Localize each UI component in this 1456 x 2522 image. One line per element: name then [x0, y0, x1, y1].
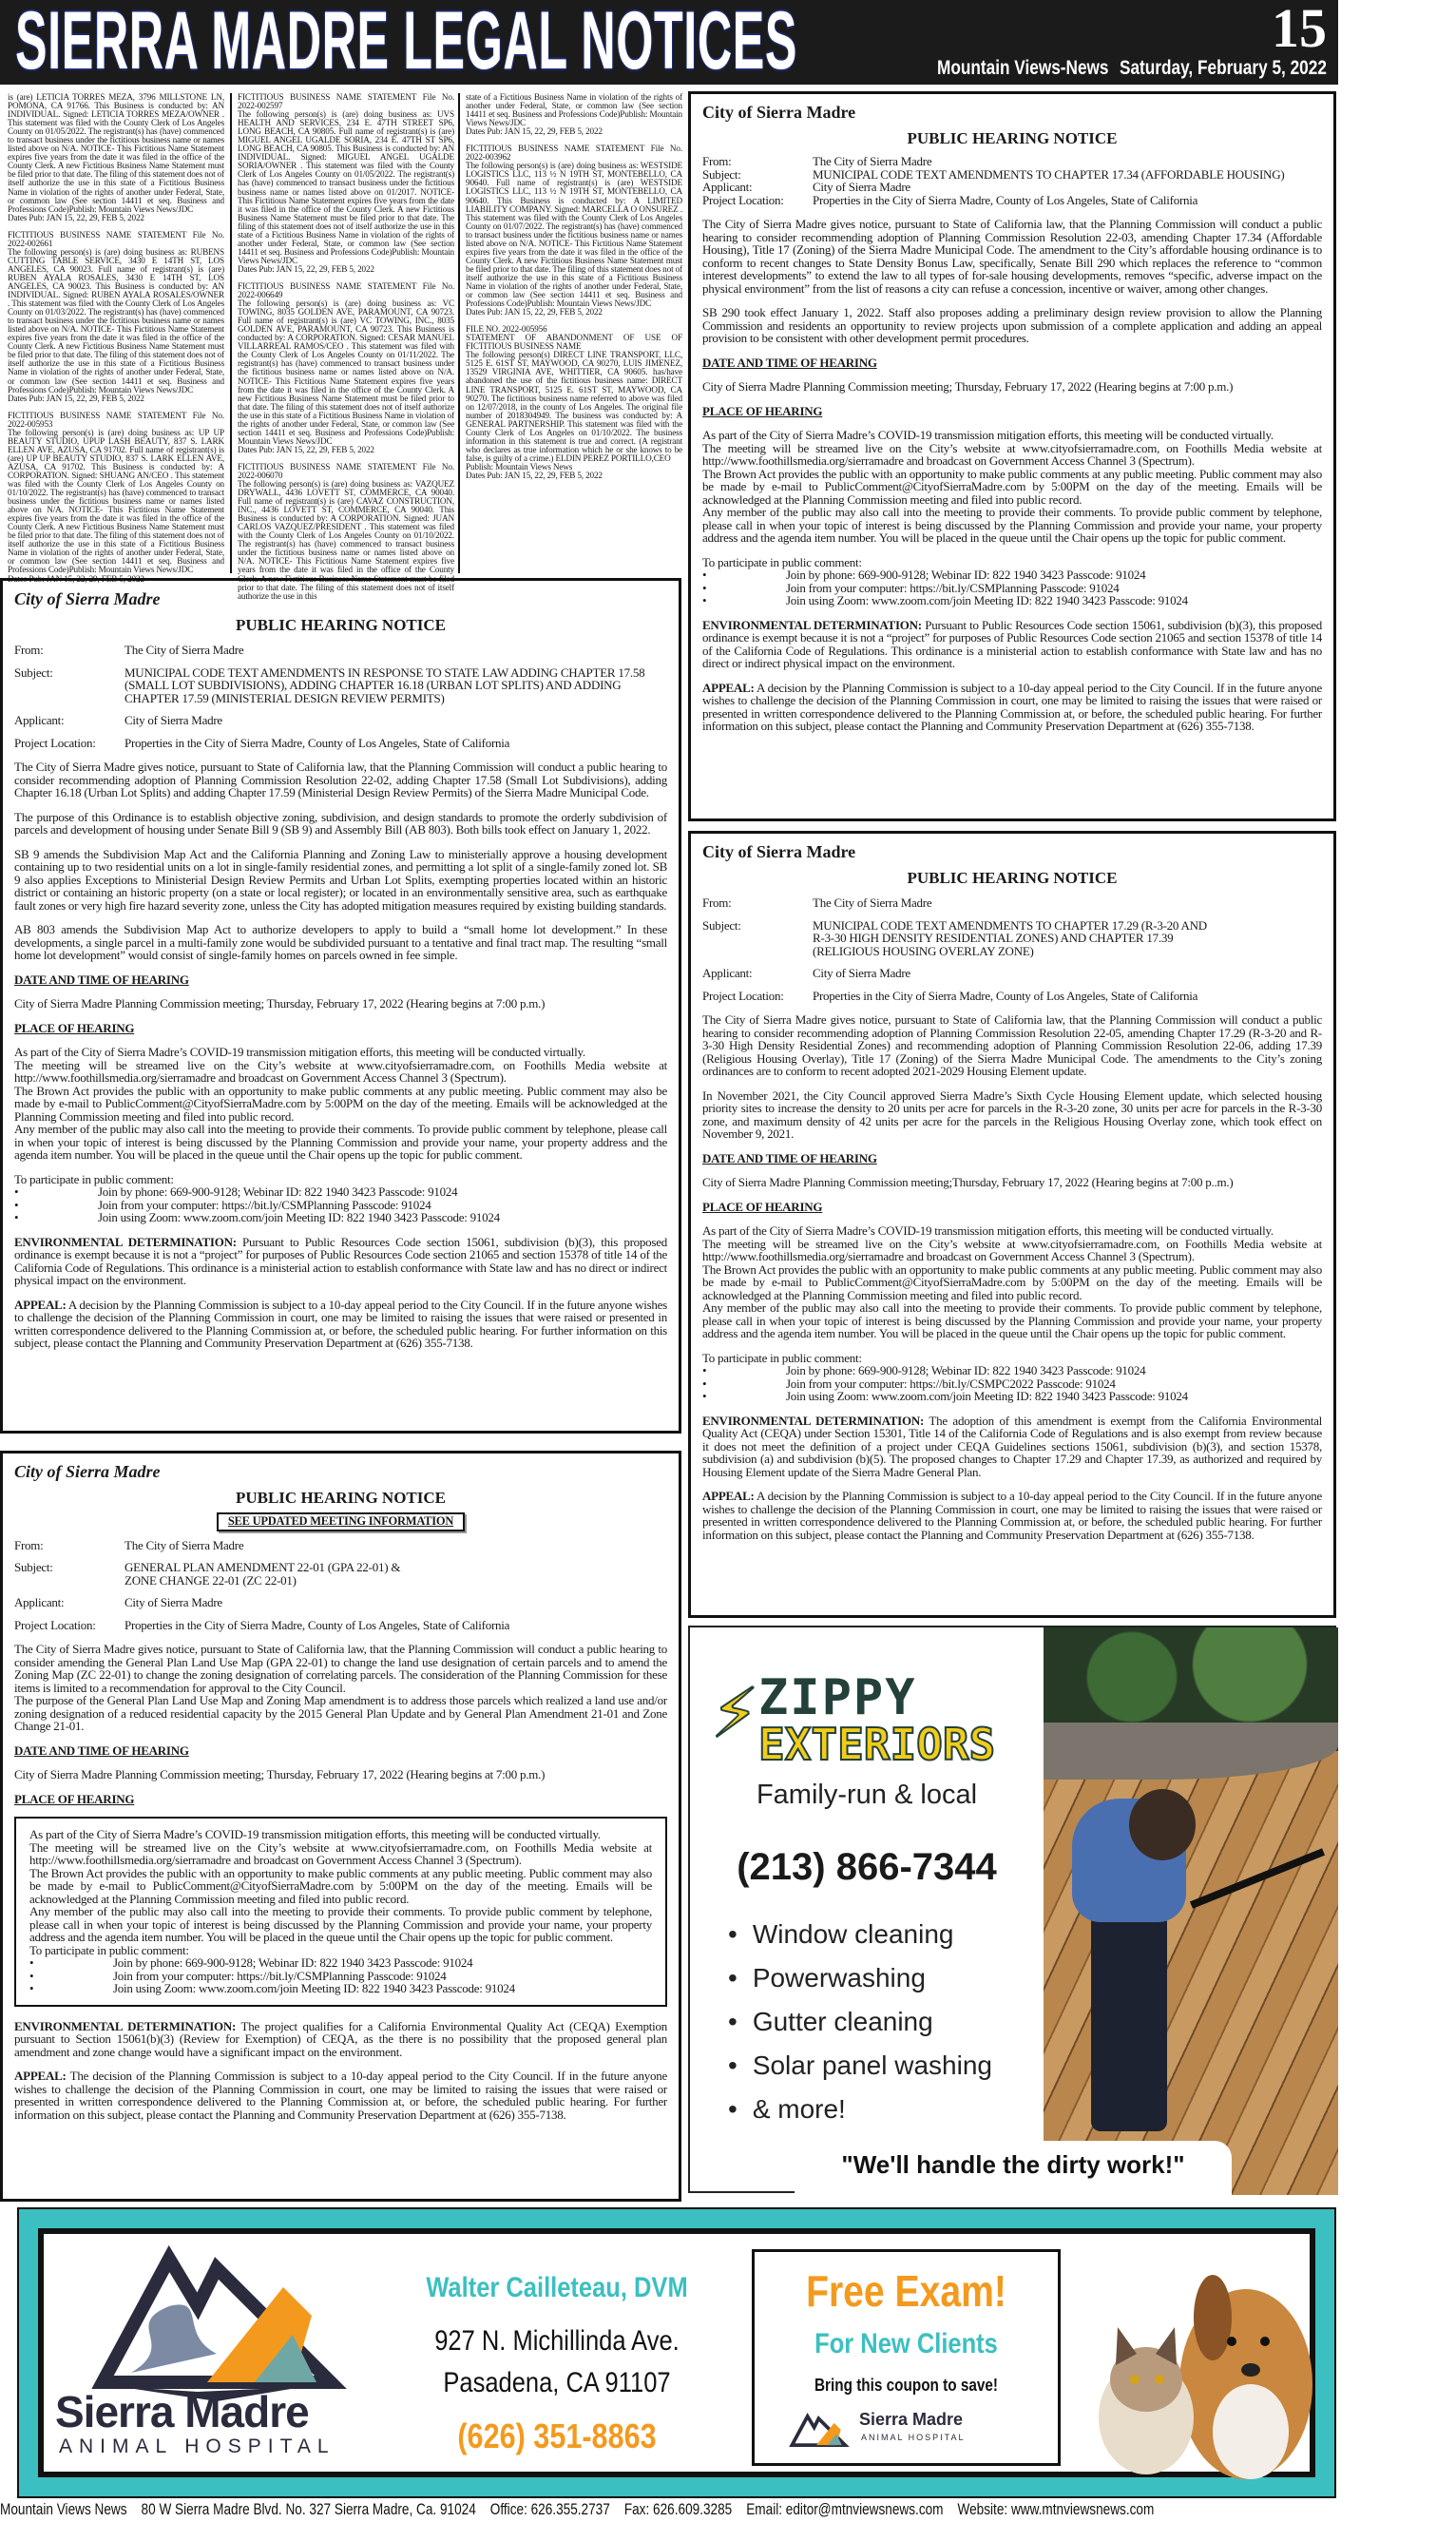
- bullet-icon: •: [702, 1389, 707, 1403]
- fbn-statement: [8, 412, 224, 584]
- list-item: [29, 1956, 652, 1970]
- list-item-text: Join using Zoom: www.zoom.com/join Meeting ID: 822 1940 3423 Passcode: 91024: [786, 593, 1188, 607]
- animal-hospital-logo-icon: [65, 2249, 350, 2392]
- bullet-icon: •: [702, 1363, 707, 1377]
- notice-fields: [702, 155, 1322, 206]
- address-line-2: Pasadena, CA 91107: [443, 2367, 671, 2398]
- fbn-statement: [238, 282, 454, 454]
- section-heading: PLACE OF HEARING: [702, 1199, 823, 1214]
- hospital-phone: (626) 351-8863: [457, 2416, 657, 2455]
- mini-logo-icon: [783, 2404, 850, 2457]
- updated-info-label: SEE UPDATED MEETING INFORMATION: [217, 1512, 465, 1531]
- fbn-body: state of a Fictitious Business Name in violation of the rights of another under Federal, State, or common law (See section 14411 et seq. Business and Professions Code)Publish: Mountain Views News/JDC: [466, 92, 682, 128]
- coupon-text: Bring this coupon to save!: [814, 2376, 998, 2395]
- section-heading: DATE AND TIME OF HEARING: [702, 355, 877, 370]
- fbn-body: The following person(s) DIRECT LINE TRANSPORT, LLC, 5125 E. 61ST ST, MAYWOOD, CA 90270, LUIS JIMENEZ, 13529 VIRGINIA AVE, WHITTIER, CA 90605. has/have abandoned the use of the fictitious business name: DIRECT LINE TRANSPORT, 5125 E. 61ST ST, MAYWOOD, CA 90270. The fictitious business name referred to above was filed on 12/07/2018, in the county of Los Angeles. The original file number of 2018304949. The business was conducted by: A GENERAL PARTNERSHIP. This statement was filed with the County Clerk of Los Angeles on 01/10/2022. The business information in this statement is true and correct. (A registrant who declares as true information which he or she knows to be false, is guilty of a crime.) ELDIN PEREZ PORTILLO,CEO Publish: Mountain Views News: [466, 350, 682, 472]
- fbn-heading: FILE NO. 2022-005956 STATEMENT OF ABANDONMENT OF USE OF FICTITIOUS BUSINESS NAME: [466, 324, 682, 352]
- field-value: Properties in the City of Sierra Madre, County of Los Angeles, State of California: [125, 735, 510, 750]
- powerwashing-photo: [1044, 1627, 1338, 2195]
- field-value: Properties in the City of Sierra Madre, County of Los Angeles, State of California: [125, 1617, 510, 1632]
- coupon-box: [752, 2249, 1061, 2466]
- masthead: [0, 0, 1338, 85]
- dog-and-cat-photo: [1080, 2251, 1317, 2474]
- notice-paragraph: The City of Sierra Madre gives notice, pursuant to State of California law, that the Planning Commission will conduct a public hearing to consider amending the General Plan Land Use Map (GPA 22-01) to change the land use designation of certain parcels and to amend the Zoning Map (ZC 22-01) to change the zoning designation of correlating parcels. The consideration of the Planning Commission for these items is limited to a recommendation for approval to the City Council. The purpose of the General Plan Land Use Map and Zoning Map amendment is to address those parcels which realized a land use and/or zoning designation of a reduced residential capacity by the 2015 General Plan Update and by General Plan Amendment 21-01 and Zone Change 21-01.: [14, 1642, 667, 1733]
- field-label: Subject:: [702, 166, 741, 182]
- hospital-subname: ANIMAL HOSPITAL: [59, 2435, 335, 2457]
- offer-title: Free Exam!: [806, 2266, 1006, 2316]
- field-value: City of Sierra Madre: [813, 180, 910, 194]
- field-label: Project Location:: [14, 735, 96, 750]
- service-item: • Gutter cleaning: [728, 2000, 992, 2044]
- lead-label: ENVIRONMENTAL DETERMINATION:: [702, 1413, 925, 1428]
- list-intro: To participate in public comment:: [702, 1350, 862, 1365]
- doctor-name: Walter Cailleteau, DVM: [426, 2272, 688, 2303]
- participation-list: [14, 1173, 667, 1224]
- fbn-body: The following person(s) is (are) doing business as: VAZQUEZ DRYWALL, 4436 LOVETT ST, COMMERCE, CA 90040. Full name of registrant(s) is (are) CAVAZ CONSTRUCTION, INC., 4436 LOVETT ST, COMMERCE, CA 90040. This Business is conducted by: A CORPORATION. Signed: JUAN CARLOS VAZQUEZ/PRESIDENT . This statement was filed with the County Clerk of Los Angeles County on 01/10/2022. The registrant(s) has (have) commenced to transact business under the fictitious business name or names listed above on N/A. NOTICE- This Fictitious Name Statement expires five years from the date it was filed in the office of the County Clerk. A new Fictitious Business Name Statement must be filed prior to that date. The filing of this statement does not of itself authorize the use in this: [238, 479, 454, 601]
- notice-lead-paragraph: [14, 1236, 667, 1287]
- fbn-body: is (are) LETICIA TORRES MEZA, 3796 MILLSTONE LN, POMONA, CA 91766. This Business is conducted by: AN INDIVIDUAL. Signed: LETICIA TORRES MEZA/OWNER . This statement was filed with the County Clerk of Los Angeles County on 01/05/2022. The registrant(s) has (have) commenced to transact business under the fictitious business name or names listed above on N/A. NOTICE- This Fictitious Name Statement expires five years from the date it was filed in the office of the County Clerk. A new Fictitious Business Name Statement must be filed prior to that date. The filing of this statement does not of itself authorize the use in this state of a Fictitious Business Name in violation of the rights of another under Federal, State, or common law (See section 14411 et seq. Business and Professions Code)Publish: Mountain Views News/JDC: [8, 92, 224, 214]
- public-hearing-notice-sb9: [0, 578, 681, 1434]
- lead-text: A decision by the Planning Commission is subject to a 10-day appeal period to the City Council. If in the future anyone wishes to challenge the decision of the Planning Commission in court, one may be limited to raising the issues that were raised or presented in written correspondence delivered to the Planning Commission at, or before, the scheduled public hearing. For further information on this subject, please contact the Planning and Community Preservation Department at (626) 355-7138.: [702, 680, 1322, 733]
- zippy-logo-line1: ZIPPY: [758, 1669, 917, 1726]
- lead-text: The adoption of this amendment is exempt from the California Environmental Quality Act (CEQA) under Section 15301, Title 14 of the California Code of Regulations and is also exempt from review because it does not meet the definition of a project under CEQA Guidelines sections 15061, subdivision (b)(3), and section 15378, subdivision (a) and subdivision (b)(5). The proposed changes to Chapter 17.29 and Chapter 17.39, as authorized and required by Housing Element update of the Sierra Madre General Plan.: [702, 1413, 1322, 1479]
- list-item: [702, 568, 1322, 582]
- notice-title: PUBLIC HEARING NOTICE: [235, 616, 447, 634]
- fbn-heading: FICTITIOUS BUSINESS NAME STATEMENT File No. 2022-003962: [466, 144, 682, 163]
- fbn-statement: [238, 93, 454, 274]
- fbn-heading: FICTITIOUS BUSINESS NAME STATEMENT File No. 2022-006070: [238, 461, 454, 480]
- notice-lead-paragraph: [702, 1490, 1322, 1541]
- notice-paragraph: AB 803 amends the Subdivision Map Act to authorize developers to apply to build a “small home lot development.” In these developments, a single parcel in a multi-family zone would be subdivided pursuant to a tentative and final tract map. The resulting “small home lot development” would consist of single-family homes on parcels owned in fee simple.: [14, 922, 667, 962]
- list-item-text: Join by phone: 669-900-9128; Webinar ID: 822 1940 3423 Passcode: 91024: [113, 1955, 473, 1970]
- fbn-body: The following person(s) is (are) doing business as: UVS HEALTH AND SERVICES, 234 E. 47TH STREET SP6, LONG BEACH, CA 90805. Full name of registrant(s) is (are) MIGUEL ANGEL UGALDE SORIA, 234 E. 47TH ST SP6, LONG BEACH, CA 90805. This Business is conducted by: AN INDIVIDUAL. Signed: MIGUEL ANGEL UGALDE SORIA/OWNER . This statement was filed with the County Clerk of Los Angeles County on 01/05/2022. The registrant(s) has (have) commenced to transact business under the fictitious business name or names listed above on 01/2017. NOTICE- This Fictitious Name Statement expires five years from the date it was filed in the office of the County Clerk. A new Fictitious Business Name Statement must be filed prior to that date. The filing of this statement does not of itself authorize the use in this state of a Fictitious Business Name in violation of the rights of another under Federal, State, or common law (See section 14411 et seq. Business and Professions Code)Publish: Mountain Views News/JDC: [238, 109, 454, 265]
- field-value: City of Sierra Madre: [813, 966, 910, 980]
- service-item: • & more!: [728, 2088, 992, 2131]
- footer-paper-name: Mountain Views News: [0, 2500, 127, 2518]
- notice-title: PUBLIC HEARING NOTICE: [907, 129, 1118, 147]
- fbn-body: The following person(s) is (are) doing business as: WESTSIDE LOGISTICS LLC, 113 ½ N 19TH ST, MONTEBELLO, CA 90640. Full name of registrant(s) is (are) WESTSIDE LOGISTICS LLC, 113 ½ N 19TH ST, MONTEBELLO, CA 90640. This Business is conducted by: A LIMITED LIABILITY COMPANY. Signed: MARCELLA O ONSUREZ . This statement was filed with the County Clerk of Los Angeles County on 01/07/2022. The registrant(s) has (have) commenced to transact business under the fictitious business name or names listed above on N/A. NOTICE- This Fictitious Name Statement expires five years from the date it was filed in the office of the County Clerk. A new Fictitious Business Name Statement must be filed prior to that date. The filing of this statement does not of itself authorize the use in this state of a Fictitious Business Name in violation of the rights of another under Federal, State, or common law (See section 14411 et seq. Business and Professions Code)Publish: Mountain Views News/JDC: [466, 161, 682, 309]
- page-footer: [0, 2500, 1338, 2522]
- publication-line: [937, 57, 1327, 80]
- list-item: [14, 1185, 667, 1199]
- fbn-dates: Dates Pub: JAN 15, 22, 29, FEB 5, 2022: [238, 444, 374, 454]
- list-item-text: Join using Zoom: www.zoom.com/join Meeting ID: 822 1940 3423 Passcode: 91024: [786, 1389, 1188, 1403]
- fbn-dates: Dates Pub: JAN 15, 22, 29, FEB 5, 2022: [466, 126, 603, 137]
- fbn-body: The following person(s) is (are) doing business as: VC TOWING, 8035 GOLDEN AVE, PARAMOUNT, CA 90723. Full name of registrant(s) is (are) VC TOWING, INC., 8035 GOLDEN AVE, PARAMOUNT, CA 90723. This Business is conducted by: A CORPORATION. Signed: CESAR MANUEL VILLARREAL RAMOS/CEO . This statement was filed with the County Clerk of Los Angeles County on 01/11/2022. The registrant(s) has (have) commenced to transact business under the fictitious business name or names listed above on N/A. NOTICE- This Fictitious Name Statement expires five years from the date it was filed in the office of the County Clerk. A new Fictitious Business Name Statement must be filed prior to that date. The filing of this statement does not of itself authorize the use in this state of a Fictitious Business Name in violation of the rights of another under Federal, State, or common law (See section 14411 et seq. Business and Professions Code)Publish: Mountain Views News/JDC: [238, 298, 454, 446]
- bullet-icon: •: [14, 1210, 19, 1224]
- notice-lead-paragraph: [702, 682, 1322, 733]
- field-value: The City of Sierra Madre: [125, 643, 244, 657]
- public-hearing-notice-high-density: [688, 831, 1336, 1618]
- bullet-icon: •: [29, 1981, 34, 1995]
- field-label: Subject:: [14, 664, 53, 680]
- list-item: [29, 1970, 652, 1983]
- publication-name: Mountain Views-News: [937, 57, 1109, 79]
- notice-paragraph: As part of the City of Sierra Madre’s COVID-19 transmission mitigation efforts, this meeting will be conducted virtually. The meeting will be streamed live on the City’s website at www.cityofsierramadre.com, on Foothills Media website at http://www.foothillsmedia.org/sierramadre and broadcast on Government Access Channel 3 (Spectrum). The Brown Act provides the public with an opportunity to make public comments at any public meeting. Public comment may also be made by e-mail to PublicComment@CityofSierraMadre.com by 5:00PM on the day of the meeting. Emails will be acknowledged at the Planning Commission meeting and filed into public record. Any member of the public may also call into the meeting to provide their comments. To provide public comment by telephone, please call in when your topic of interest is being discussed by the Planning Commission and provide your name, your property address and the agenda item number. You will be placed in the queue until the Chair opens up the topic for public comment.: [702, 1223, 1322, 1340]
- notice-city: City of Sierra Madre: [702, 842, 856, 861]
- lead-label: ENVIRONMENTAL DETERMINATION:: [14, 2018, 237, 2033]
- fbn-column: [8, 92, 224, 584]
- public-hearing-notice-gpa: [0, 1451, 681, 2202]
- list-item: [29, 1982, 652, 1995]
- fbn-column: [466, 93, 682, 568]
- notice-paragraph: The City of Sierra Madre gives notice, pursuant to State of California law, that the Planning Commission will conduct a public hearing to consider recommending adoption of Planning Commission Resolution 22-03, amending Chapter 17.34 (Affordable Housing), Title 17 (Zoning) of the Sierra Madre Municipal Code. The amendment to the City’s affordable housing ordinance is to conform to recent changes to State Density Bonus Law, specifically, Senate Bill 290 which replaces the reference to “common interest developments” to extend the law to all types of for-sale housing developments, removes “specific, adverse impact on the physical environment” from the list of reasons a city can refuse a concession, incentive or waiver, among other changes.: [702, 217, 1322, 296]
- notice-paragraph: SB 290 took effect January 1, 2022. Staff also proposes adding a preliminary design review provision to allow the Planning Commission and residents an opportunity to review projects upon submission of a complete application and adding an appeal provision to be consistent with other development permit procedures.: [702, 305, 1322, 345]
- field-value: MUNICIPAL CODE TEXT AMENDMENTS TO CHAPTER 17.29 (R-3-20 AND R-3-30 HIGH DENSITY RESIDENTIAL ZONES) AND CHAPTER 17.39 (RELIGIOUS HOUSING OVERLAY ZONE): [813, 917, 1207, 958]
- zippy-logo-line2: EXTERIORS: [758, 1719, 996, 1770]
- field-value: Properties in the City of Sierra Madre, County of Los Angeles, State of California: [813, 988, 1198, 1003]
- notice-paragraph: City of Sierra Madre Planning Commission meeting; Thursday, February 17, 2022 (Hearing begins at 7:00 p.m.): [702, 379, 1234, 394]
- participation-list: [29, 1944, 652, 1995]
- fbn-statement: [466, 325, 682, 480]
- offer-subtitle: For New Clients: [814, 2328, 998, 2359]
- notice-title: PUBLIC HEARING NOTICE: [235, 1489, 447, 1507]
- notice-lead-paragraph: [14, 2070, 667, 2121]
- field-value: MUNICIPAL CODE TEXT AMENDMENTS IN RESPONSE TO STATE LAW ADDING CHAPTER 17.58 (SMALL LOT SUBDIVISIONS), ADDING CHAPTER 16.18 (URBAN LOT SPLITS) AND ADDING CHAPTER 17.59 (MINISTERIAL DESIGN REVIEW PERMITS): [125, 664, 645, 705]
- service-item: • Window cleaning: [728, 1913, 992, 1956]
- field-label: From:: [14, 1537, 44, 1552]
- notice-paragraph: City of Sierra Madre Planning Commission meeting; Thursday, February 17, 2022 (Hearing begins at 7:00 p.m.): [14, 1767, 546, 1781]
- list-item-text: Join using Zoom: www.zoom.com/join Meeting ID: 822 1940 3423 Passcode: 91024: [98, 1210, 500, 1224]
- field-label: Applicant:: [702, 180, 753, 194]
- notice-paragraph: The purpose of this Ordinance is to establish objective zoning, subdivision, and design standards to promote the orderly subdivision of parcels and development of housing under Senate Bill 9 (SB 9) and Assembly Bill (AB 803). Both bills took effect on January 1, 2022.: [14, 809, 667, 837]
- column-divider: [230, 93, 232, 573]
- notice-paragraph: As part of the City of Sierra Madre’s COVID-19 transmission mitigation efforts, this meeting will be conducted virtually. The meeting will be streamed live on the City’s website at www.cityofsierramadre.com, on Foothills Media website at http://www.foothillsmedia.org/sierramadre and broadcast on Government Access Channel 3 (Spectrum). The Brown Act provides the public with an opportunity to make public comments at any public meeting. Public comment may also be made by e-mail to PublicComment@CityofSierraMadre.com by 5:00PM on the day of the meeting. Emails will be acknowledged at the Planning Commission meeting and filed into public record. Any member of the public may also call into the meeting to provide their comments. To provide public comment by telephone, please call in when your topic of interest is being discussed by the Planning Commission and provide your name, your property address and the agenda item number. You will be placed in the queue until the Chair opens up the topic for public comment.: [29, 1827, 652, 1944]
- animal-hospital-ad: [17, 2207, 1336, 2498]
- fbn-heading: FICTITIOUS BUSINESS NAME STATEMENT File No. 2022-006649: [238, 280, 454, 300]
- field-label: Project Location:: [702, 988, 784, 1003]
- bullet-icon: •: [702, 568, 707, 582]
- list-item-text: Join by phone: 669-900-9128; Webinar ID: 822 1940 3423 Passcode: 91024: [786, 568, 1146, 582]
- list-item-text: Join from your computer: https://bit.ly/CSMPC2022 Passcode: 91024: [786, 1376, 1116, 1391]
- fbn-dates: Dates Pub: JAN 15, 22, 29, FEB 5, 2022: [8, 393, 144, 403]
- field-label: Applicant:: [702, 966, 753, 980]
- field-value: GENERAL PLAN AMENDMENT 22-01 (GPA 22-01) & ZONE CHANGE 22-01 (ZC 22-01): [125, 1560, 401, 1588]
- mini-logo-subname: ANIMAL HOSPITAL: [861, 2433, 966, 2442]
- lead-label: ENVIRONMENTAL DETERMINATION:: [702, 617, 922, 632]
- lead-text: Pursuant to Public Resources Code section 15061, subdivision (b)(3), this proposed ordinance is exempt because it is not a “project” for purposes of Public Resources Code section 21065 and section 15378 of title 14 of the California Code of Regulations. This ordinance is a ministerial action to establish conformance with State law and has no direct or indirect physical impact on the environment.: [702, 617, 1322, 670]
- list-item-text: Join from your computer: https://bit.ly/CSMPlanning Passcode: 91024: [786, 580, 1120, 595]
- fbn-dates: Dates Pub: JAN 15, 22, 29, FEB 5, 2022: [238, 263, 374, 274]
- list-item: [702, 594, 1322, 607]
- bullet-icon: •: [702, 593, 707, 607]
- notice-fields: [14, 644, 667, 749]
- footer-fax: Fax: 626.609.3285: [623, 2500, 733, 2518]
- notice-city: City of Sierra Madre: [14, 1462, 161, 1481]
- footer-email[interactable]: Email: editor@mtnviewsnews.com: [746, 2500, 944, 2518]
- fbn-dates: Dates Pub: JAN 15, 22, 29, FEB 5, 2022: [8, 212, 144, 222]
- notice-lead-paragraph: [14, 2020, 667, 2059]
- list-intro: To participate in public comment:: [702, 554, 862, 569]
- list-item-text: Join from your computer: https://bit.ly/CSMPlanning Passcode: 91024: [98, 1197, 431, 1212]
- list-item-text: Join by phone: 669-900-9128; Webinar ID: 822 1940 3423 Passcode: 91024: [98, 1184, 458, 1199]
- bullet-icon: •: [14, 1197, 19, 1212]
- service-item: • Solar panel washing: [728, 2044, 992, 2088]
- participation-list: [702, 556, 1322, 607]
- list-item: [14, 1211, 667, 1224]
- field-value: The City of Sierra Madre: [813, 154, 932, 168]
- bullet-icon: •: [702, 580, 707, 595]
- notice-city: City of Sierra Madre: [14, 589, 161, 608]
- meeting-info-box: [14, 1817, 667, 2007]
- fbn-body: The following person(s) is (are) doing business as: RUBENS CUTTING TABLE SERVICE, 3430 E 14TH ST, LOS ANGELES, CA 90023. Full name of registrant(s) is (are) RUBEN AYALA ROSALES, 3430 E 14TH ST, LOS ANGELES, CA 90023. This Business is conducted by: AN INDIVIDUAL. Signed: RUBEN AYALA ROSALES/OWNER . This statement was filed with the County Clerk of Los Angeles County on 01/03/2022. The registrant(s) has (have) commenced to transact business under the fictitious business name or names listed above on N/A. NOTICE- This Fictitious Name Statement expires five years from the date it was filed in the office of the County Clerk. A new Fictitious Business Name Statement must be filed prior to that date. The filing of this statement does not of itself authorize the use in this state of a Fictitious Business Name in violation of the rights of another under Federal, State, or common law (See section 14411 et seq. Business and Professions Code)Publish: Mountain Views News/JDC: [8, 246, 224, 395]
- bullet-icon: •: [702, 1376, 707, 1391]
- section-heading: PLACE OF HEARING: [14, 1020, 135, 1035]
- footer-office-phone: Office: 626.355.2737: [489, 2500, 610, 2518]
- fbn-dates: Dates Pub: JAN 15, 22, 29, FEB 5, 2022: [8, 573, 144, 584]
- field-value: Properties in the City of Sierra Madre, County of Los Angeles, State of California: [813, 192, 1198, 207]
- field-value: City of Sierra Madre: [125, 1595, 222, 1609]
- lead-text: The project qualifies for a California Environmental Quality Act (CEQA) Exemption pursuant to Section 15061(b)(3) (Review for Exemption) of CEQA, as the there is no possibility that the proposed general plan amendment and zone change would have a significant impact on the environment.: [14, 2018, 667, 2059]
- section-heading: PLACE OF HEARING: [14, 1791, 135, 1806]
- zippy-phone: (213) 866-7344: [737, 1846, 997, 1888]
- fbn-statement: [466, 93, 682, 136]
- fbn-statement: [8, 231, 224, 403]
- issue-date: Saturday, February 5, 2022: [1120, 57, 1327, 79]
- notice-paragraph: City of Sierra Madre Planning Commission meeting;Thursday, February 17, 2022 (Hearing begins at 7:00 p..m.): [702, 1175, 1234, 1189]
- fbn-body: The following person(s) is (are) doing business as: UP UP BEAUTY STUDIO, UPUP LASH BEAUTY, 837 S. LARK ELLEN AVE, AZUSA, CA 91702. Full name of registrant(s) is (are) UP UP BEAUTY STUDIO, 837 S. LARK ELLEN AVE, AZUSA, CA 91702. This Business is conducted by: A CORPORATION. Signed: SHUANG AN/CEO . This statement was filed with the County Clerk of Los Angeles County on 01/10/2022. The registrant(s) has (have) commenced to transact business under the fictitious business name or names listed above on N/A. NOTICE- This Fictitious Name Statement expires five years from the date it was filed in the office of the County Clerk. A new Fictitious Business Name Statement must be filed prior to that date. The filing of this statement does not of itself authorize the use in this state of a Fictitious Business Name in violation of the rights of another under Federal, State, or common law (See section 14411 et seq. Business and Professions Code)Publish: Mountain Views News/JDC: [8, 427, 224, 575]
- fbn-heading: FICTITIOUS BUSINESS NAME STATEMENT File No. 2022-002597: [238, 92, 454, 111]
- notice-title: PUBLIC HEARING NOTICE: [907, 869, 1118, 887]
- bullet-icon: •: [29, 1968, 34, 1983]
- section-heading: DATE AND TIME OF HEARING: [14, 1742, 189, 1758]
- list-item-text: Join from your computer: https://bit.ly/CSMPlanning Passcode: 91024: [113, 1968, 447, 1983]
- notice-lead-paragraph: [702, 1415, 1322, 1479]
- notice-paragraph: City of Sierra Madre Planning Commission meeting; Thursday, February 17, 2022 (Hearing begins at 7:00 p.m.): [14, 996, 546, 1011]
- lead-label: APPEAL:: [702, 680, 755, 695]
- field-label: Applicant:: [14, 713, 65, 727]
- list-item-text: Join using Zoom: www.zoom.com/join Meeting ID: 822 1940 3423 Passcode: 91024: [113, 1981, 515, 1995]
- lightning-bolt-icon: ⚡: [711, 1673, 759, 1753]
- lead-label: APPEAL:: [14, 1297, 67, 1312]
- field-label: From:: [702, 895, 732, 910]
- field-label: Subject:: [14, 1560, 53, 1574]
- bullet-icon: •: [29, 1955, 34, 1970]
- field-value: MUNICIPAL CODE TEXT AMENDMENTS TO CHAPTER 17.34 (AFFORDABLE HOUSING): [813, 166, 1285, 182]
- fbn-statement: [8, 93, 224, 222]
- footer-website[interactable]: Website: www.mtnviewsnews.com: [957, 2500, 1155, 2518]
- field-label: From:: [14, 643, 44, 657]
- notice-paragraph: The City of Sierra Madre gives notice, pursuant to State of California law, that the Planning Commission will conduct a public hearing to consider recommending adoption of Planning Commission Resolution 22-02, adding Chapter 17.58 (Small Lot Subdivisions), adding Chapter 16.18 (Urban Lot Splits) and adding Chapter 17.59 (Ministerial Design Review Permits) of the Sierra Madre Municipal Code.: [14, 760, 667, 799]
- notice-paragraph: As part of the City of Sierra Madre’s COVID-19 transmission mitigation efforts, this meeting will be conducted virtually. The meeting will be streamed live on the City’s website at www.cityofsierramadre.com, on Foothills Media website at http://www.foothillsmedia.org/sierramadre and broadcast on Government Access Channel 3 (Spectrum). The Brown Act provides the public with an opportunity to make public comments at any public meeting. Public comment may also be made by e-mail to PublicComment@CityofSierraMadre.com by 5:00PM on the day of the meeting. Emails will be acknowledged at the Planning Commission meeting and filed into public record. Any member of the public may also call into the meeting to provide their comments. To provide public comment by telephone, please call in when your topic of interest is being discussed by the Planning Commission and provide your name, your property address and the agenda item number. You will be placed in the queue until the Chair opens up the topic for public comment.: [14, 1045, 667, 1162]
- list-intro: To participate in public comment:: [29, 1942, 189, 1957]
- lead-text: The decision of the Planning Commission is subject to a 10-day appeal period to the City Council. If in the future anyone wishes to challenge the decision of the Planning Commission in court, one may be limited to raising the issues that were raised or presented in written correspondence delivered to the Planning Commission at, or before, the scheduled public hearing. For further information on this subject, please contact the Planning and Community Preservation Department at (626) 355-7138.: [14, 2069, 667, 2122]
- section-heading: DATE AND TIME OF HEARING: [14, 972, 189, 987]
- field-value: City of Sierra Madre: [125, 713, 222, 727]
- list-item-text: Join by phone: 669-900-9128; Webinar ID: 822 1940 3423 Passcode: 91024: [786, 1363, 1146, 1377]
- bullet-icon: •: [14, 1184, 19, 1199]
- list-item: [702, 1364, 1322, 1377]
- zippy-tagline: Family-run & local: [756, 1780, 978, 1810]
- notice-lead-paragraph: [702, 619, 1322, 670]
- fbn-column: [238, 92, 454, 601]
- zippy-services-list: [728, 1913, 992, 2131]
- fbn-heading: FICTITIOUS BUSINESS NAME STATEMENT File No. 2022-002661: [8, 229, 224, 248]
- field-value: The City of Sierra Madre: [125, 1537, 244, 1552]
- zippy-slogan: "We'll handle the dirty work!": [795, 2141, 1232, 2198]
- zippy-exteriors-ad: [688, 1626, 1336, 2193]
- service-item: • Powerwashing: [728, 1956, 992, 2000]
- section-heading: DATE AND TIME OF HEARING: [702, 1150, 877, 1165]
- notice-fields: [14, 1539, 667, 1632]
- list-item: [702, 1377, 1322, 1391]
- field-label: Project Location:: [702, 192, 784, 207]
- notice-paragraph: SB 9 amends the Subdivision Map Act and the California Planning and Zoning Law to ministerially approve a housing development containing up to two residential units on a lot in single-family residential zones, and permitting a lot split of a single-family zoned lot. SB 9 also applies Exceptions to Ministerial Design Review Permits and Urban Lot Splits, exempting properties located within an historic district or containing an historic property (on a state or local register); or located in an environmentally sensitive area, such as earthquake fault zones or very high fire hazard severity zone, unless the City has adopted mitigation measures required by existing building standards.: [14, 846, 667, 913]
- page-title: SIERRA MADRE LEGAL NOTICES: [15, 0, 798, 87]
- footer-address: 80 W Sierra Madre Blvd. No. 327 Sierra Madre, Ca. 91024: [141, 2500, 476, 2518]
- notice-city: City of Sierra Madre: [702, 103, 856, 122]
- lead-label: ENVIRONMENTAL DETERMINATION:: [14, 1234, 237, 1249]
- mini-logo: [783, 2404, 1030, 2457]
- fbn-dates: Dates Pub: JAN 15, 22, 29, FEB 5, 2022: [466, 307, 603, 318]
- field-label: From:: [702, 154, 732, 168]
- lead-text: Pursuant to Public Resources Code section 15061, subdivision (b)(3), this proposed ordinance is exempt because it is not a “project” for purposes of Public Resources Code section 21065 and section 15378 of title 14 of the California Code of Regulations. This ordinance is a ministerial action to establish conformance with State law and has no direct or indirect physical impact on the environment.: [14, 1234, 667, 1287]
- notice-paragraph: As part of the City of Sierra Madre’s COVID-19 transmission mitigation efforts, this meeting will be conducted virtually. The meeting will be streamed live on the City’s website at www.cityofsierramadre.com, on Foothills Media website at http://www.foothillsmedia.org/sierramadre and broadcast on Government Access Channel 3 (Spectrum). The Brown Act provides the public with an opportunity to make public comments at any public meeting. Public comment may also be made by e-mail to PublicComment@CityofSierraMadre.com by 5:00PM on the day of the meeting. Emails will be acknowledged at the Planning Commission meeting and filed into public record. Any member of the public may also call into the meeting to provide their comments. To provide public comment by telephone, please call in when your topic of interest is being discussed by the Planning Commission and provide your name, your property address and the agenda item number. You will be placed in the queue until the Chair opens up the topic for public comment.: [702, 428, 1322, 545]
- fbn-statement: [466, 144, 682, 317]
- lead-text: A decision by the Planning Commission is subject to a 10-day appeal period to the City Council. If in the future anyone wishes to challenge the decision of the Planning Commission in court, one may be limited to raising the issues that were raised or presented in written correspondence delivered to the Planning Commission at, or before, the scheduled public hearing. For further information on this subject, please contact the Planning and Community Preservation Department at (626) 355-7138.: [702, 1489, 1322, 1542]
- lead-label: APPEAL:: [14, 2069, 67, 2083]
- list-item: [702, 582, 1322, 595]
- lead-label: APPEAL:: [702, 1489, 755, 1503]
- public-hearing-notice-affordable-housing: [688, 91, 1336, 821]
- field-value: The City of Sierra Madre: [813, 895, 932, 910]
- page-number: 15: [1272, 0, 1327, 59]
- mini-logo-name: Sierra Madre: [859, 2410, 964, 2429]
- list-item: [14, 1199, 667, 1212]
- hospital-name: Sierra Madre: [55, 2387, 309, 2436]
- notice-fields: [702, 896, 1322, 1002]
- participation-list: [702, 1352, 1322, 1403]
- field-label: Project Location:: [14, 1617, 96, 1632]
- address-line-1: 927 N. Michillinda Ave.: [434, 2325, 680, 2357]
- notice-lead-paragraph: [14, 1299, 667, 1350]
- section-heading: PLACE OF HEARING: [702, 403, 823, 418]
- fbn-dates: Dates Pub: JAN 15, 22, 29, FEB 5, 2022: [466, 470, 603, 480]
- list-item: [702, 1390, 1322, 1403]
- notice-paragraph: The City of Sierra Madre gives notice, pursuant to State of California law, that the Planning Commission will conduct a public hearing to consider recommending adoption of Planning Commission Resolution 22-05, amending Chapter 17.29 (R-3-20 and R-3-30 High Density Residential Zones) and recommending adoption of Planning Commission Resolution 22-06, adding 17.39 (Religious Housing Overlay), Title 17 (Zoning) of the Sierra Madre Municipal Code. The amendments to the City’s zoning ordinances are to conform to recent adopted 2021-2029 Housing Element update.: [702, 1012, 1322, 1078]
- list-intro: To participate in public comment:: [14, 1171, 174, 1186]
- notice-paragraph: In November 2021, the City Council approved Sierra Madre’s Sixth Cycle Housing Element update, which selected housing priority sites to increase the density to 20 units per acre for parcels in the R-3-20 zone, 30 units per acre for parcels in the R-3-30 zone, and maximum density of 42 units per acre for the parcels in the Religious Housing Overlay zone, which took effect on November 9, 2021.: [702, 1088, 1322, 1141]
- animal-hospital-ad-inner: [38, 2228, 1315, 2477]
- fbn-heading: FICTITIOUS BUSINESS NAME STATEMENT File No. 2022-005953: [8, 410, 224, 429]
- column-divider: [458, 93, 460, 573]
- lead-text: A decision by the Planning Commission is subject to a 10-day appeal period to the City Council. If in the future anyone wishes to challenge the decision of the Planning Commission in court, one may be limited to raising the issues that were raised or presented in written correspondence delivered to the Planning Commission at, or before, the scheduled public hearing. For further information on this subject, please contact the Planning and Community Preservation Department at (626) 355-7138.: [14, 1297, 667, 1350]
- field-label: Subject:: [702, 917, 741, 933]
- field-label: Applicant:: [14, 1595, 65, 1609]
